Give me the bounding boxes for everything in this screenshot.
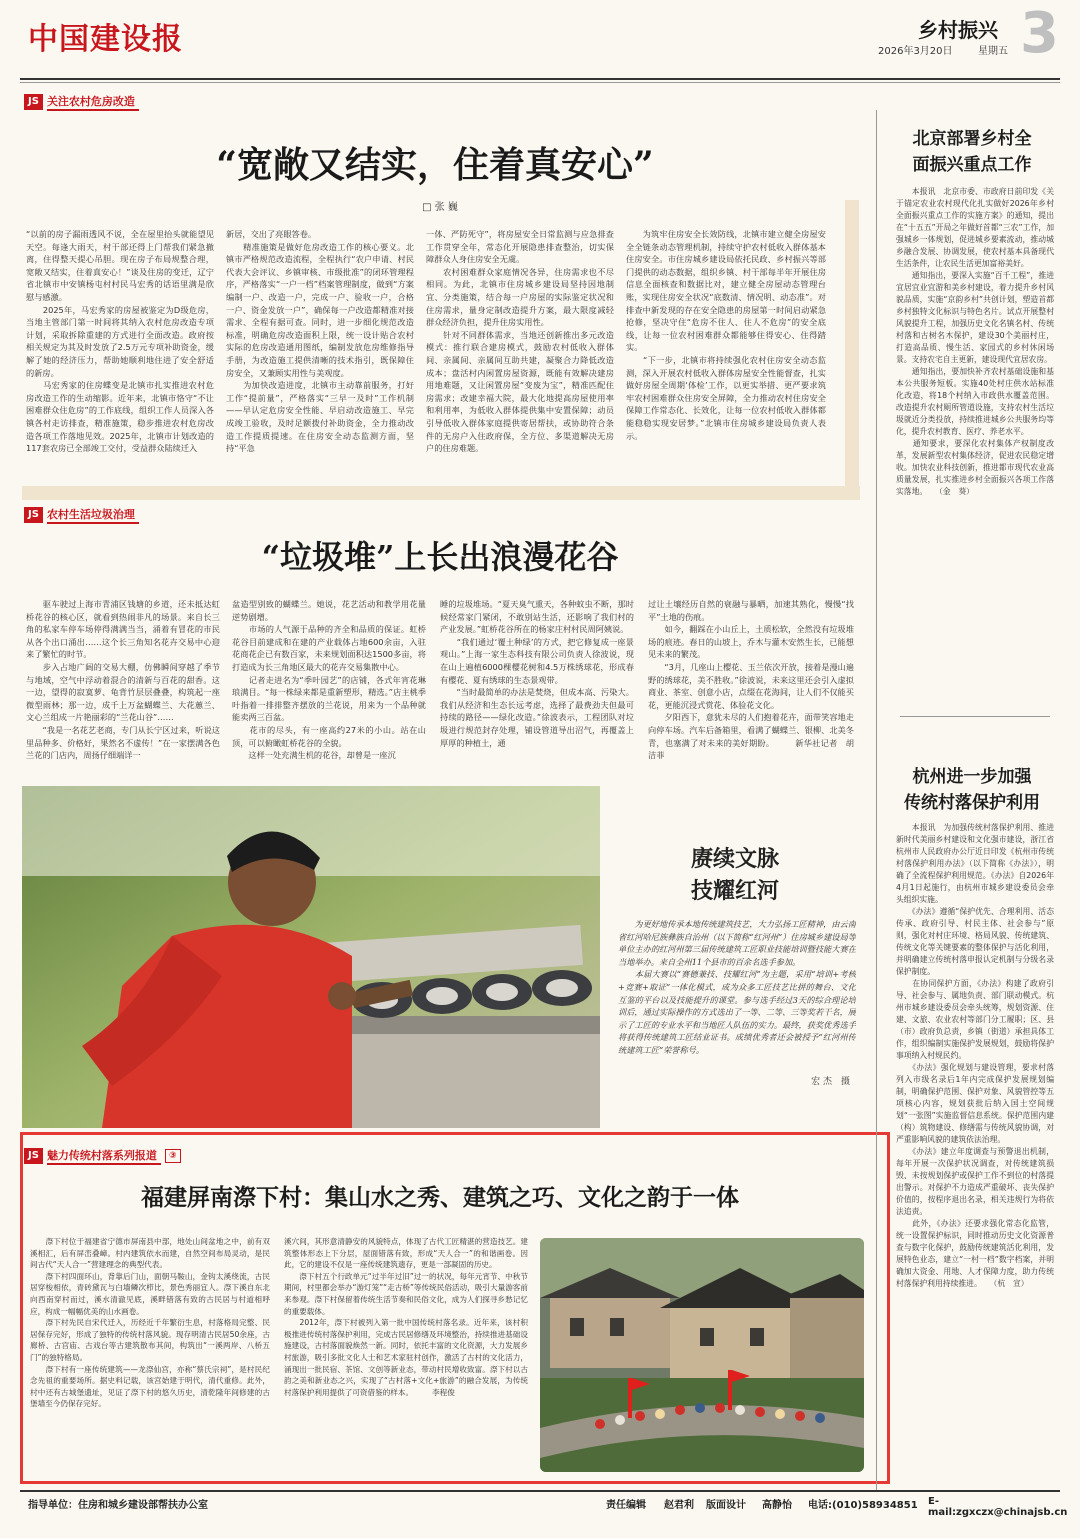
story-1-tag-label: 关注农村危房改造: [47, 93, 139, 111]
footer-phone: 电话:(010)58934851: [808, 1500, 918, 1511]
village-photo: [540, 1238, 864, 1472]
footer-design-label: 版面设计: [706, 1500, 746, 1511]
story-3-tag: [24, 1146, 181, 1166]
sidebar-2-title-line-2: 传统村落保护利用: [904, 793, 1040, 813]
story-3-col-2: 溪穴间，其形意清静安的风貌特点，体现了古代工匠精湛的营造技艺。建筑整体形态上下分层，屋面错落有致，形成“天人合一”的和谐画卷。因此，它的建设不仅是一座传统建筑遗存，更是一部凝固的历史。 漈下村五个行政单元“过半年过旧”过一的状况，每年元宵节、中秋节期间，村里都会举办“游灯笼”“走古桥”等传统民俗活动，吸引大量游客前来参观。漈下村保留着传统生活节奏和民俗文化，成为人们探寻乡愁记忆的重要载体。 2012年，漈下村被列入第一批中国传统村落名录。近年来，该村积极推进传统村落保护利用，完成古民居修缮及环境整治，持续推进基础设施建设，古村落面貌焕然一新。同时，依托丰富的文化资源，大力发展乡村旅游，吸引多批文化人士和艺术家驻村创作，激活了古村的文化活力，涌现出一批民宿、茶馆、文创等新业态，带动村民增收致富。漈下村以古韵之美和新业态之兴，实现了“古村落+文化+旅游”的融合发展，为传统村落保护利用提供了可资借鉴的样本。 李程俊: [284, 1237, 528, 1397]
story-1-col-1: “以前的房子漏雨透风不说，全在屋里抬头就能望见天空。每逢大雨天，村干部还得上门帮我们紧急撤离，住得整天提心吊胆。现在房子布局规整合理，宽敞又结实，住着真安心！”谈及住房的变迁，辽宁省北镇市中安镇杨屯村村民马宏秀的话语里满是欣慰与感激。 2025年，马宏秀家的房屋被鉴定为D级危房，当地主管部门第一时间将其纳入农村危房改造专项计划，采取拆除重建的方式进行全面改造。政府按相关规定为其及时发放了2.5万元专项补助资金，缓解了她的经济压力，帮助她顺利地住进了安全舒适的新房。 马宏秀家的住房蝶变是北镇市扎实推进农村危房改造工作的生动缩影。近年来，北镇市恪守“不让困难群众住危房”的工作底线，组织工作人员深入各镇各村走访排查，精准施策，稳步推进农村危房改造各项工作落地见效。2025年，北镇市计划改造的117套农房已全部竣工交付，受益群众陆续迁入: [26, 229, 214, 454]
story-2-col-3: 睡的垃圾堆场。“夏天臭气熏天，各种蚊虫不断，那时候经常家门紧闭，不敢别站生活，还影响了我们村的产业发展。”虹桥花谷所在的杨家庄村村民周阿姨说。 “我们通过‘覆土种绿’的方式，把它修复成一座景观山。”上海一家生态科技有限公司负责人徐波说，现在山上遍植6000棵樱花树和4.5万株绣球花，形成春有樱花、夏有绣球的生态景观带。 “当时最简单的办法是焚烧，但成本高、污染大。我们从经济和生态长远考虑，选择了最费劲夫但最可持续的路径——绿化改造。”徐波表示，工程团队对垃圾进行规范封存处理，铺设管道导出沼气，再覆盖上厚厚的种植土，通: [440, 599, 634, 748]
sidebar-2-title-line-1: 杭州进一步加强: [912, 767, 1032, 787]
story-1-tag: [24, 92, 139, 112]
masthead-rule: [20, 78, 1060, 80]
story-2-col-4: 过让土壤经历自然的衰融与暴晒，加速其熟化，慢慢“找平”土地的伤痕。 如今，翻踩在小山丘上，土质松软，全然没有垃圾堆场的痕迹。春日的山坡上，乔木与灌木安然生长，已能想见未来的繁茂。 “3月，几座山上樱花、玉兰依次开放，接着是漫山遍野的绣球花，美不胜收。”徐波说，未来这里还会引入虚拟商业、茶室、创意小店，点缀在花海间，让人们不仅能买花，更能沉浸式赏花、体验花文化。 夕阳西下，意犹未尽的人们抱着花卉，面带笑容地走向停车场。汽车后备箱里，看满了蝴蝶兰、银柳、北美冬青，也塞满了对未来的美好期盼。 新华社记者 胡洁菲: [648, 599, 854, 761]
village-photo-art: [540, 1238, 864, 1472]
feature-byline: 宏 杰 摄: [811, 1077, 850, 1087]
story-1-border-right: [845, 200, 859, 500]
footer-email: E-mail:zgxczx@chinajsb.cn: [928, 1496, 1068, 1518]
feature-lede: 为更好地传承本地传统建筑技艺，大力弘扬工匠精神，由云南省红河哈尼族彝族自治州（以下简称“红河州”）住房城乡建设局等单位主办的红河州第三届传统建筑工匠职业技能培训暨技能大赛在当地举办。来自全州11个县市的百余名选手参加。 本届大赛以“赛德兼技、技耀红河”为主题，采用“培训+考核+竞赛+取证”一体化模式，成为众多工匠技艺比拼的舞台、文化互鉴的平台以及技能提升的课堂。参与选手经过3天的综合理论培训后，通过实际操作的方式选出了一等、二等、三等奖若干名，展示了工匠的专业水平和当地匠人队伍的实力。最终，获奖优秀选手将获得传统建筑工匠结业证书。成绩优秀者还会被授予“红河州传统建筑工匠”荣誉称号。: [618, 919, 856, 1055]
footer-guide: 指导单位：住房和城乡建设部帮扶办公室: [28, 1500, 208, 1511]
section-title: 乡村振兴: [918, 18, 998, 42]
sidebar-1-title-line-2: 面振兴重点工作: [912, 155, 1032, 175]
js-badge: JS: [24, 94, 43, 110]
story-1-col-3: 一体、严防死守”，将房屋安全日常监测与应急排查工作贯穿全年，常态化开展隐患排查整治，切实保障群众人身住房安全无虞。 农村困难群众家庭情况各异，住房需求也不尽相同。为此，北镇市住房城乡建设局坚持因地制宜、分类施策，结合每一户房屋的实际鉴定状况和住房需求，量身定制改造提升方案，最大限度减轻群众经济负担，提升住房实用性。 针对不同群体需求，当地还创新推出多元改造模式：推行联合建房模式，鼓励农村低收入群体间、亲属间、亲属间互助共建，凝聚合力降低改造成本；盘活村内闲置房屋资源，既能有效解决建房用地难题，又让闲置房屋“变废为宝”，精准匹配住房需求；改建幸福大院，最大化地提高房屋使用率和利用率，为低收入群体提供集中安置保障；动员引导低收入群体家庭提供寄居帮扶，或协助符合条件的无房户入住政府保，全方位、多渠道解决无房户的住房难题。: [426, 229, 614, 454]
masthead: [0, 0, 1080, 90]
story-3-col-1: 漈下村位于福建省宁德市屏南县中部，地处山间盆地之中，前有双溪相汇，后有屏峦叠嶂。村内建筑依水而建，自然空间布局灵动，是民间古代“天人合一”营建理念的典型代表。 漈下村四面环山，背靠后门山，面朝马鞍山，金钩太溪绕流，古民居穿梭相依，青砖黛瓦与白墙鳞次栉比，景色秀丽宜人。漈下溪自东北向西南穿村而过，溪水清澈见底，溪畔错落有致的古民居与村道相呼应，构成一幅幅优美的山水画卷。 漈下村先民自宋代迁入，历经近千年繁衍生息，村落格局完整、民居保存完好，形成了独特的传统村落风貌。现存明清古民居50余座，古廊桥、古宫庙、古戏台等古建筑散布其间，构筑出“一溪两岸、八桥五门”的独特格局。 漈下村有一座传统建筑——龙漈仙宫，亦称“蔡氏宗祠”，是村民纪念先祖的重要场所。据史料记载，该宫始建于明代，清代重修。此外，村中还有古城堡遗址，见证了漈下村的悠久历史，清乾隆年间修建的古堡墙至今仍保存完好。: [30, 1237, 270, 1409]
story-1-byline: □ 张 巍: [422, 202, 458, 213]
story-1-border-bottom: [22, 486, 860, 500]
series-number-badge: ③: [165, 1149, 181, 1163]
story-2-col-2: 盆造型别致的蝴蝶兰。她说，花艺活动和教学用花量逆势剧增。 市场的人气源于品种的齐全和品质的保证。虹桥花谷目前建成和在建的产业载体占地600余亩，入驻花商花企已有数百家，未来规划面积达1500多亩，将打造成为长三角地区最大的花卉交易集散中心。 记者走进名为“季叶园艺”的店铺，各式年宵花琳琅满目。“每一株绿来都是重新塑形，精选。”店主桃季叶指着一排排整齐摆放的兰花说，用来为一个品种就能卖两三百盆。 花市的尽头，有一座高约27米的小山。站在山顶，可以俯瞰虹桥花谷的全貌。 这样一处充满生机的花谷，却曾是一座沉: [232, 599, 426, 761]
feature-title-line-2: 技耀红河: [690, 878, 779, 904]
footer-editor-label: 责任编辑: [606, 1500, 646, 1511]
footer-editor: 赵君利: [664, 1500, 694, 1511]
feature-title-line-1: 赓续文脉: [690, 846, 779, 872]
masthead-rule-thin: [20, 82, 1060, 83]
story-1-col-2: 新居，交出了亮眼答卷。 精准施策是做好危房改造工作的核心要义。北镇市严格规范改造流程，全程执行“农户申请、村民代表大会评议、乡镇审核、市级批准”的闭环管理程序，严格落实“一户一档”档案管理制度，做到“方案编制一户、改造一户，完成一户、验收一户，合格一户、资金发放一户”，确保每一户改造都精准对接需求、全程有据可查。同时，进一步细化规范改造标准，明确危房改造面积上限，统一设计贴合农村实际的危房改造通用图纸，编制发放危房维修指导手册，为改造施工提供清晰的技术指引，既保障住房安全，又兼顾实用性与美观度。 为加快改造进度，北镇市主动靠前服务，打好工作“提前量”，严格落实“三早一及时”工作机制——早认定危房安全性能、早启动改造施工、早完成竣工验收，及时足额拨付补助资金，全力推动改造工作提质提速。在住房安全动态监测方面，坚持“平急: [226, 229, 414, 454]
issue-date: 2026年3月20日: [878, 46, 953, 57]
sidebar-1-title-line-1: 北京部署乡村全: [912, 129, 1032, 149]
js-badge: JS: [24, 507, 43, 523]
js-badge: JS: [24, 1148, 43, 1164]
craftsman-photo: [22, 786, 600, 1128]
story-2-tag-label: 农村生活垃圾治理: [47, 506, 139, 524]
sidebar-2-body: 本报讯 为加强传统村落保护利用、推进新时代美丽乡村建设和文化强市建设，浙江省杭州市人民政府办公厅近日印发《杭州市传统村落保护利用办法》（以下简称《办法》），明确了全流程保护利用规范。《办法》自2026年4月1日起施行，由杭州市城乡建设委员会牵头组织实施。 《办法》遵循“保护优先、合理利用、活态传承、政府引导、村民主体、社会参与”原则，强化对村庄环境、格局风貌、传统建筑、传统文化等关键要素的整体保护与活化利用，并明确建立传统村落申报认定机制与分级名录保护制度。 在协同保护方面，《办法》构建了政府引导、社会参与、属地负责、部门联动模式。杭州市城乡建设委员会牵头统筹，规划资源、住建、文旅、农业农村等部门分工履职；区、县（市）政府负总责，乡镇（街道）承担具体工作，组织编制实施保护发展规划，鼓励将保护事项纳入村规民约。 《办法》强化规划与建设管理，要求村落列入市级名录后1年内完成保护发展规划编制，明确保护范围、保护对象、风貌管控等五项核心内容，规划获批后纳入国土空间规划“一张图”实施监督信息系统。保护范围内建（构）筑物建设、修缮需与传统风貌协调，对严重影响风貌的建筑依法治理。 《办法》建立年度调查与预警退出机制，每年开展一次保护状况调查，对传统建筑损毁、未按规划保护或保护工作不到位的村落提出警示。对保护不力造成严重破坏、丧失保护价值的，按程序退出名录，相关违规行为将依法追责。 此外，《办法》还要求强化常态化监管，统一设置保护标识，同时推动历史文化资源普查与数字化保护，鼓励传统建筑活化利用，发展特色业态，建立“一村一档”数字档案，并明确加大资金、用地、人才保障力度，助力传统村落保护利用持续推进。 （杭 宣）: [896, 823, 1054, 1288]
story-3-headline: 福建屏南漈下村：集山水之秀、建筑之巧、文化之韵于一体: [141, 1184, 739, 1211]
craftsman-photo-art: [22, 786, 600, 1128]
story-3-tag-label: 魅力传统村落系列报道: [47, 1147, 161, 1165]
story-2-col-1: 驱车驶过上海市青浦区钱塘的乡道，还未抵达虹桥花谷的核心区，就看到热闹非凡的场景。来自长三角的私家车停车场停得满满当当，涌着有冒花的市民从各个出口涌出……这个长三角知名花卉交易中心迎来了繁忙的时节。 步入占地广阔的交易大棚，仿佛瞬间穿越了季节与地域，空气中浮动着混合的清新与百花的甜香。这一边，望得的寂寞萝、龟背竹层层叠叠，构筑起一座微型雨林；那一边，成千上万盆蝴蝶兰、大花蕙兰、文心兰组成一片艳丽彩的“兰花山谷”…… “我是一名花艺老商，专门从长宁区过来，听说这里品种多、价格好，果然名不虚传！”在一家摆满各色兰花的门店内，周扬仔细端详一: [26, 599, 220, 761]
story-1-col-4: 为筑牢住房安全长效防线，北镇市建立健全房屋安全全链条动态管理机制，持续守护农村低收入群体基本住房安全。市住房城乡建设局依托民政、乡村振兴等部门提供的动态数据，组织乡镇、村干部每半年开展住房信息全面核查和数据比对，建立健全房屋动态管理台账，实现住房安全状况“底数清、情况明、动态准”。对排查中新发现的存在安全隐患的房屋第一时间启动紧急抢修，坚决守住“危房不住人、住人不危房”的安全底线，让每一位农村困难群众都能够住得安心、住得踏实。 “下一步，北镇市将持续强化农村住房安全动态监测，深入开展农村低收入群体房屋安全性能督查，扎实做好房屋全周期‘体检’工作，以更实举措、更严要求筑牢农村困难群众住房安全屏障，全力推动农村住房安全保障工作常态化、长效化，让每一位农村低收入群体都能稳稳实现安居梦。”北镇市住房城乡建设局负责人表示。: [626, 229, 826, 441]
sidebar-divider: [876, 110, 877, 1490]
page-number: 3: [1020, 1, 1059, 66]
footer-designer: 高静怡: [762, 1500, 792, 1511]
issue-weekday: 星期五: [978, 46, 1008, 57]
story-2-headline: “垃圾堆”上长出浪漫花谷: [261, 538, 619, 576]
footer: [28, 1496, 1068, 1518]
sidebar-1-body: 本报讯 北京市委、市政府日前印发《关于锚定农业农村现代化扎实做好2026年乡村全面振兴重点工作的实施方案》的通知，提出在“十五五”开局之年做好首都“三农”工作，加强城乡一体规划，促进城乡要素流动，推动城乡融合发展、协调发展，使农村基本具备现代生活条件，让农民生活更加富裕美好。 通知指出，要深入实施“百千工程”，推进宜居宜业宜游和美乡村建设，着力提升乡村风貌品质，实施“京韵乡村”共创计划，塑造首都乡村独特文化标识与特色名片。试点开展整村风貌提升工程，加强历史文化名镇名村、传统村落和古树名木保护，建设30个美丽村庄，打造高品质、慢生活、家园式的乡村休闲场景。支持农宅自主更新，建设现代宜居农房。 通知指出，要加快补齐农村基础设施和基本公共服务短板。实施40处村庄供水站标准化改造，将18个村纳入市政供水覆盖范围。改造提升农村厕所管道设施，支持农村生活垃圾就近分类投放，持续推进城乡公共服务均等化，提升农村教育、医疗、养老水平。 通知要求，要深化农村集体产权制度改革，发展新型农村集体经济，促进农民稳定增收。加快农业科技创新，推进都市现代农业高质量发展，扎实推进乡村全面振兴各项工作落实落地。 （金 葵）: [896, 187, 1054, 496]
footer-rule: [20, 1490, 1060, 1492]
story-1-headline: “宽敞又结实，住着真安心”: [216, 144, 654, 186]
story-2-tag: [24, 505, 139, 525]
newspaper-logo: 中国建设报: [28, 22, 183, 57]
sidebar-separator: [900, 716, 1050, 717]
